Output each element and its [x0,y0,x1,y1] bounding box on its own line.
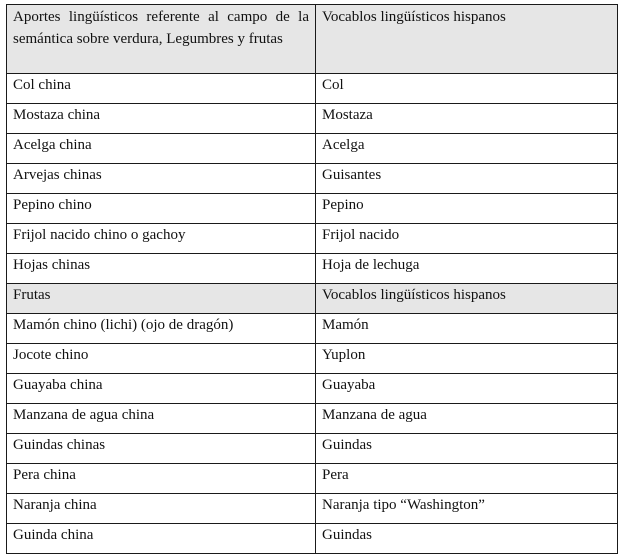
header-cell-chinese-contributions: Aportes lingüísticos referente al campo de la semántica sobre verdura, Legumbres y frutas [7,5,316,74]
chinese-term-cell: Arvejas chinas [7,164,316,194]
chinese-term-cell: Guindas chinas [7,434,316,464]
spanish-term-cell: Guindas [316,524,618,554]
table-header-row [7,5,618,74]
subheader-cell-spanish-words: Vocablos lingüísticos hispanos [316,284,618,314]
spanish-term-cell: Mostaza [316,104,618,134]
chinese-term-cell: Jocote chino [7,344,316,374]
table-row [7,254,618,284]
table-row [7,134,618,164]
chinese-term-cell: Pera china [7,464,316,494]
chinese-term-cell: Pepino chino [7,194,316,224]
chinese-term-cell: Hojas chinas [7,254,316,284]
spanish-term-cell: Hoja de lechuga [316,254,618,284]
chinese-term-cell: Frijol nacido chino o gachoy [7,224,316,254]
chinese-term-cell: Acelga china [7,134,316,164]
spanish-term-cell: Guayaba [316,374,618,404]
chinese-term-cell: Naranja china [7,494,316,524]
chinese-term-cell: Guinda china [7,524,316,554]
table-row [7,104,618,134]
spanish-term-cell: Mamón [316,314,618,344]
chinese-term-cell: Mamón chino (lichi) (ojo de dragón) [7,314,316,344]
spanish-term-cell: Col [316,74,618,104]
table-row [7,524,618,554]
spanish-term-cell: Pepino [316,194,618,224]
table-row [7,344,618,374]
spanish-term-cell: Naranja tipo “Washington” [316,494,618,524]
spanish-term-cell: Acelga [316,134,618,164]
header-cell-spanish-words: Vocablos lingüísticos hispanos [316,5,618,74]
spanish-term-cell: Frijol nacido [316,224,618,254]
table-row [7,494,618,524]
subheader-cell-fruits: Frutas [7,284,316,314]
chinese-term-cell: Manzana de agua china [7,404,316,434]
fruits-subheader-row [7,284,618,314]
spanish-term-cell: Guindas [316,434,618,464]
chinese-term-cell: Col china [7,74,316,104]
table-row [7,194,618,224]
table-row [7,224,618,254]
spanish-term-cell: Pera [316,464,618,494]
table-row [7,434,618,464]
table-row [7,464,618,494]
spanish-term-cell: Yuplon [316,344,618,374]
chinese-term-cell: Mostaza china [7,104,316,134]
table-row [7,314,618,344]
table-row [7,374,618,404]
vocabulary-table [6,4,618,554]
chinese-term-cell: Guayaba china [7,374,316,404]
table-row [7,404,618,434]
table-row [7,164,618,194]
table-row [7,74,618,104]
spanish-term-cell: Manzana de agua [316,404,618,434]
spanish-term-cell: Guisantes [316,164,618,194]
